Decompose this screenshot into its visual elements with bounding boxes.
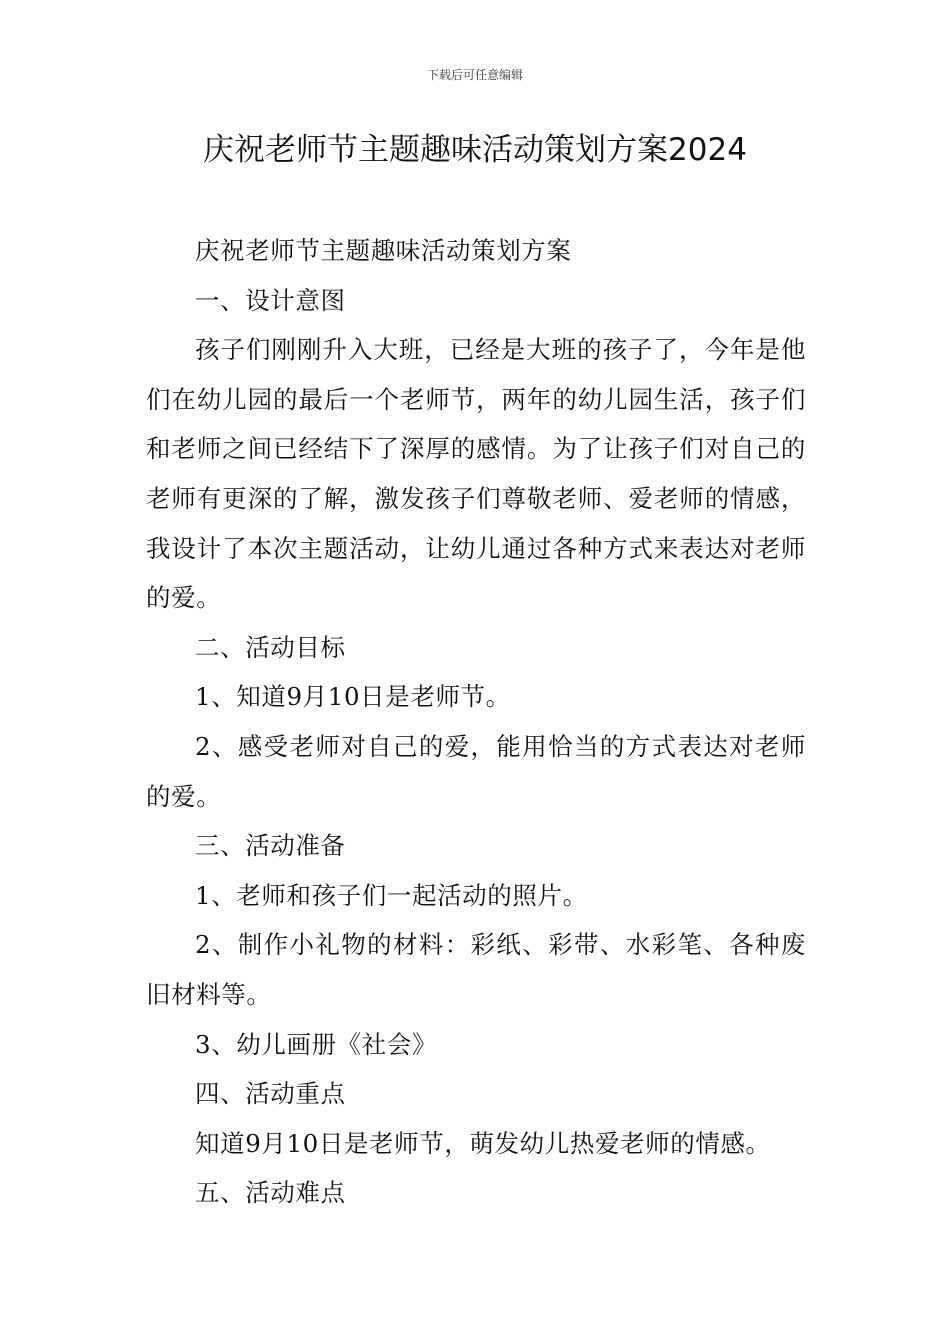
section-heading-goals: 二、活动目标 bbox=[195, 632, 346, 662]
document-title: 庆祝老师节主题趣味活动策划方案2024 bbox=[203, 132, 747, 168]
list-item-preparation-1: 1、老师和孩子们一起活动的照片。 bbox=[195, 880, 588, 910]
list-item-preparation-2: 2、制作小礼物的材料：彩纸、彩带、水彩笔、各种废旧材料等。 bbox=[146, 930, 806, 1009]
section-heading-design-intent: 一、设计意图 bbox=[195, 285, 346, 315]
list-item-goal-2: 2、感受老师对自己的爱，能用恰当的方式表达对老师的爱。 bbox=[146, 731, 806, 811]
section-heading-difficulties: 五、活动难点 bbox=[195, 1178, 346, 1208]
document-body bbox=[146, 226, 806, 1218]
paragraph-subtitle: 庆祝老师节主题趣味活动策划方案 bbox=[195, 236, 572, 265]
list-item-goal-1: 1、知道9月10日是老师节。 bbox=[195, 682, 511, 712]
section-heading-key-points: 四、活动重点 bbox=[195, 1079, 346, 1109]
section-heading-preparation: 三、活动准备 bbox=[195, 831, 346, 861]
page-header-note: 下载后可任意编辑 bbox=[426, 68, 523, 82]
paragraph-design-intent: 孩子们刚刚升入大班，已经是大班的孩子了，今年是他们在幼儿园的最后一个老师节，两年的幼儿园生活，孩子们和老师之间已经结下了深厚的感情。为了让孩子们对自己的老师有更深的了解，激发孩子们尊敬老师、爱老师的情感，我设计了本次主题活动，让幼儿通过各种方式来表达对老师的爱。 bbox=[146, 335, 806, 613]
list-item-preparation-3: 3、幼儿画册《社会》 bbox=[195, 1029, 438, 1059]
paragraph-key-points: 知道9月10日是老师节，萌发幼儿热爱老师的情感。 bbox=[195, 1128, 771, 1158]
